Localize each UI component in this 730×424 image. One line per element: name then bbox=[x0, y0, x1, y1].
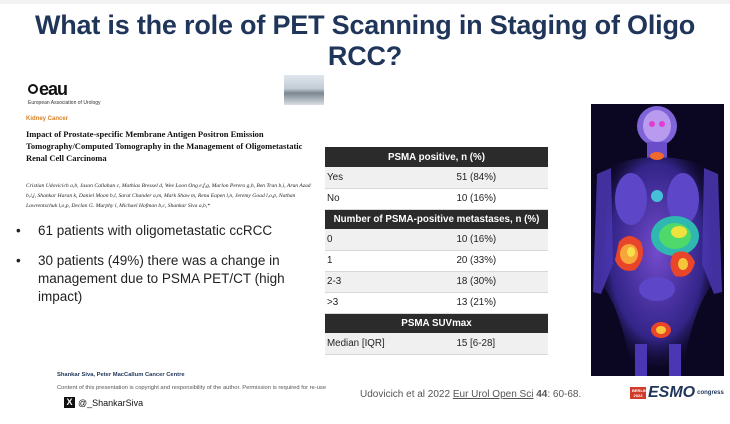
slide-title: What is the role of PET Scanning in Staging of Oligo RCC? bbox=[34, 10, 696, 71]
copyright-notice: Content of this presentation is copyright and responsibility of the author. Permission is required for re-use bbox=[57, 385, 327, 391]
paper-authors: Cristian Udovicich a,b, Jason Callahan c, Mathias Bressel d, Wee Loon Ong e,f,g, Marlon Perera g,h, Ben Tran b,i, Arun Azad b,i,j, Shankar Haran k, Daniel Moon b,l, Sarat Chander a,m, Mark Shaw m, Renu Eapen l,n, Jeremy Goad l,o,p, Nathan Lawrentschuk l,o,p, Declan G. Murphy l, Michael Hofman b,c, Shankar Siva a,b,* bbox=[26, 183, 311, 209]
table-row bbox=[325, 292, 548, 313]
table-row-label: No bbox=[325, 188, 436, 209]
x-twitter-icon: X bbox=[64, 397, 75, 408]
esmo-congress-text: congress bbox=[697, 390, 724, 396]
table-row bbox=[325, 167, 548, 188]
bullet-list bbox=[16, 222, 316, 318]
paper-section-label: Kidney Cancer bbox=[26, 116, 69, 122]
eau-logo bbox=[28, 79, 67, 100]
bullet-item bbox=[16, 222, 316, 240]
esmo-city-badge: BERLIN 2023 bbox=[632, 388, 647, 398]
citation-volume: 44 bbox=[536, 389, 548, 400]
esmo-brand-text: ESMO bbox=[648, 384, 696, 401]
table-row-value: 18 (30%) bbox=[436, 271, 548, 292]
table-row bbox=[325, 229, 548, 250]
table-row-label: 1 bbox=[325, 250, 436, 271]
table-row-value: 51 (84%) bbox=[436, 167, 548, 188]
table-row bbox=[325, 250, 548, 271]
table-header-cell: PSMA SUVmax bbox=[401, 317, 472, 329]
bullet-item bbox=[16, 252, 316, 306]
table-row-value: 20 (33%) bbox=[436, 250, 548, 271]
journal-cover-image bbox=[284, 75, 324, 105]
table-row-value: 15 [6-28] bbox=[436, 333, 548, 354]
eau-logo-text: eau bbox=[39, 79, 68, 99]
citation bbox=[360, 389, 581, 400]
table-row-value: 13 (21%) bbox=[436, 292, 548, 313]
table-row-label: 0 bbox=[325, 229, 436, 250]
table-row-value: 10 (16%) bbox=[436, 229, 548, 250]
presenter-credit: Shankar Siva, Peter MacCallum Cancer Centre bbox=[57, 372, 185, 378]
citation-journal-link[interactable]: Eur Urol Open Sci bbox=[452, 389, 534, 400]
bullet-text: 61 patients with oligometastatic ccRCC bbox=[38, 223, 273, 238]
pet-scan-figure bbox=[591, 104, 724, 376]
table-header-cell: PSMA positive, n (%) bbox=[387, 151, 486, 163]
eau-logo-subtitle: European Association of Urology bbox=[28, 100, 101, 106]
psma-results-table bbox=[325, 147, 548, 355]
paper-excerpt bbox=[26, 75, 322, 209]
esmo-congress-logo bbox=[630, 383, 724, 403]
table-row-value: 10 (16%) bbox=[436, 188, 548, 209]
table-header-cell: Number of PSMA-positive metastases, n (%) bbox=[333, 213, 540, 225]
table-row bbox=[325, 271, 548, 292]
table-row-label: Median [IQR] bbox=[325, 333, 436, 354]
table-row-label: >3 bbox=[325, 292, 436, 313]
bullet-text: 30 patients (49%) there was a change in management due to PSMA PET/CT (high impact) bbox=[38, 253, 285, 304]
table-row bbox=[325, 188, 548, 209]
table-row-label: 2-3 bbox=[325, 271, 436, 292]
eau-ring-icon bbox=[28, 84, 38, 94]
twitter-handle[interactable] bbox=[64, 397, 143, 408]
pet-scan-image bbox=[591, 104, 724, 376]
citation-prefix: Udovicich et al 2022 bbox=[360, 389, 453, 400]
paper-title: Impact of Prostate-specific Membrane Antigen Positron Emission Tomography/Computed Tomography in the Management of Oligometastatic Renal Cell Carcinoma bbox=[26, 129, 303, 163]
twitter-handle-text: @_ShankarSiva bbox=[78, 397, 144, 408]
table-section-header bbox=[325, 147, 548, 167]
table-row-label: Yes bbox=[325, 167, 436, 188]
citation-pages: : 60-68. bbox=[547, 389, 582, 400]
top-bar bbox=[0, 0, 730, 4]
table-section-header bbox=[325, 209, 548, 229]
bullet-dot-icon: • bbox=[16, 223, 21, 238]
table-section-header bbox=[325, 313, 548, 333]
table-row bbox=[325, 333, 548, 354]
bullet-dot-icon: • bbox=[16, 253, 21, 268]
